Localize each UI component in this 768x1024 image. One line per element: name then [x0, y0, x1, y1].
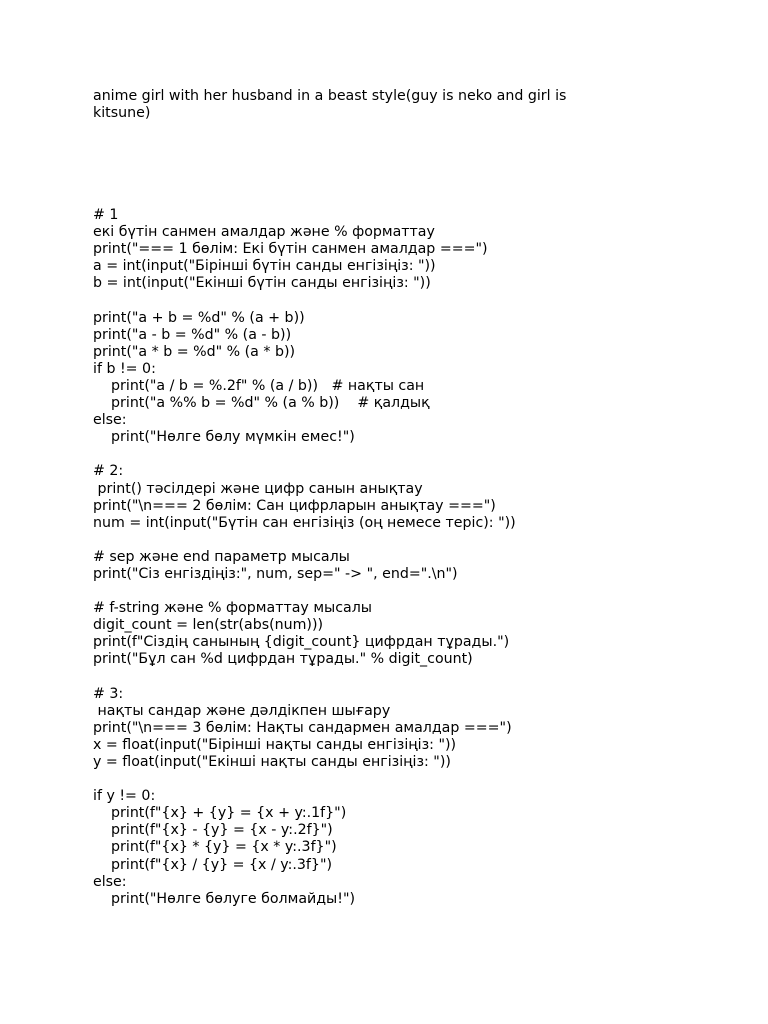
code-line: [93, 292, 733, 309]
code-line: print("a %% b = %d" % (a % b)) # қалдық: [93, 395, 430, 412]
code-text: [93, 207, 733, 908]
code-line: print("Нөлге бөлуге болмайды!"): [93, 890, 356, 907]
code-line: y = float(input("Екінші нақты санды енгізіңіз: ")): [93, 754, 451, 770]
intro-text: [93, 88, 733, 122]
code-line: print(f"{x} * {y} = {x * y:.3f}"): [93, 839, 337, 856]
code-line: else:: [93, 412, 127, 429]
code-line: [93, 583, 733, 600]
code-line: print("Бұл сан %d цифрдан тұрады." % digit_count): [93, 651, 473, 668]
code-line: [93, 771, 733, 788]
code-line: print("\n=== 2 бөлім: Сан цифрларын анықтау ==="): [93, 497, 496, 514]
code-line: num = int(input("Бүтін сан енгізіңіз (оң немесе теріс): ")): [93, 514, 516, 531]
code-line: екі бүтін санмен амалдар және % форматтау: [93, 224, 435, 241]
code-line: # sep және end параметр мысалы: [93, 548, 350, 565]
code-line: print("Сіз енгіздіңіз:", num, sep=" -> ", end=".\n"): [93, 565, 458, 582]
intro-line: anime girl with her husband in a beast style(guy is neko and girl is: [93, 88, 567, 104]
code-line: print("=== 1 бөлім: Екі бүтін санмен амалдар ==="): [93, 241, 488, 258]
code-line: a = int(input("Бірінші бүтін санды енгізіңіз: ")): [93, 258, 436, 275]
code-line: # 3:: [93, 685, 124, 702]
code-line: print("a / b = %.2f" % (a / b)) # нақты сан: [93, 377, 425, 394]
code-line: print(f"{x} - {y} = {x - y:.2f}"): [93, 822, 333, 839]
code-line: if b != 0:: [93, 360, 156, 377]
code-line: # f-string және % форматтау мысалы: [93, 600, 372, 617]
code-line: print(f"{x} / {y} = {x / y:.3f}"): [93, 856, 333, 873]
code-line: x = float(input("Бірінші нақты санды енгізіңіз: ")): [93, 736, 457, 753]
code-line: print("a - b = %d" % (a - b)): [93, 326, 292, 343]
code-line: print("a + b = %d" % (a + b)): [93, 309, 305, 326]
code-line: print(f"Сіздің санының {digit_count} цифрдан тұрады."): [93, 634, 510, 651]
intro-line: kitsune): [93, 105, 151, 122]
code-line: print("Нөлге бөлу мүмкін емес!"): [93, 429, 355, 446]
code-line: [93, 446, 733, 463]
code-line: # 2:: [93, 463, 124, 480]
code-line: нақты сандар және дәлдікпен шығару: [93, 702, 391, 719]
code-line: else:: [93, 873, 127, 890]
code-line: [93, 532, 733, 549]
code-line: print(f"{x} + {y} = {x + y:.1f}"): [93, 805, 347, 822]
code-line: print("\n=== 3 бөлім: Нақты сандармен амалдар ==="): [93, 719, 512, 736]
code-line: b = int(input("Екінші бүтін санды енгізіңіз: ")): [93, 275, 431, 292]
code-line: print("a * b = %d" % (a * b)): [93, 343, 296, 360]
code-line: digit_count = len(str(abs(num))): [93, 617, 324, 634]
code-line: print() тәсілдері және цифр санын анықтау: [93, 480, 423, 497]
code-line: # 1: [93, 207, 119, 223]
code-line: [93, 669, 733, 686]
code-line: if y != 0:: [93, 788, 156, 805]
